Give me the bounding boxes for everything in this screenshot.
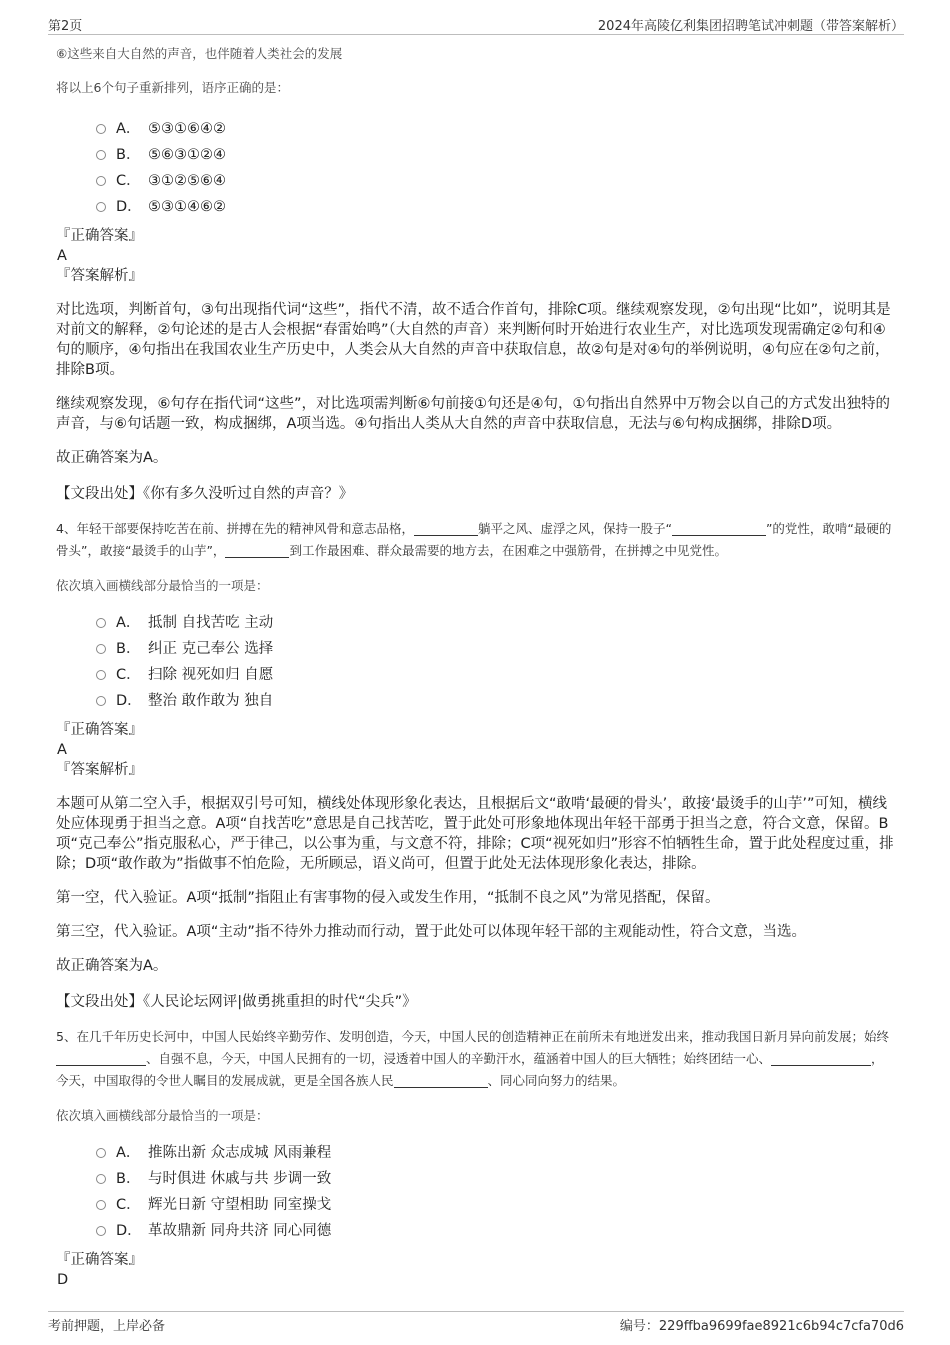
radio-icon[interactable] [96, 150, 106, 160]
q3-analysis-p2: 继续观察发现，⑥句存在指代词“这些”，对比选项需判断⑥句前接①句还是④句，①句指出自然界中万物会以自己的方式发出独特的声音，与⑥句话题一致，构成捆绑，A项当选。④句指出人类从大自然的声音中获取信息，无法与⑥句构成捆绑，排除D项。 [56, 396, 891, 432]
q4-answer: A [57, 742, 67, 758]
q4-prompt: 依次填入画横线部分最恰当的一项是： [56, 578, 269, 593]
q5-blank-2 [771, 1051, 871, 1066]
radio-icon[interactable] [96, 176, 106, 186]
q3-analysis-label: 『答案解析』 [56, 268, 143, 284]
q5-answer: D [57, 1272, 69, 1288]
radio-icon[interactable] [96, 202, 106, 212]
q4-option-d[interactable]: D． 整治 敢作敢为 独自 [96, 688, 894, 714]
q3-options [96, 116, 894, 220]
q4-options [96, 610, 894, 714]
q3-conclusion: 故正确答案为A。 [56, 450, 168, 466]
page-footer [48, 1311, 904, 1336]
q4-source: 【文段出处】《人民论坛网评|做勇挑重担的时代“尖兵”》 [56, 994, 417, 1010]
radio-icon[interactable] [96, 1148, 106, 1158]
q5-stem: 5、在几千年历史长河中，中国人民始终辛勤劳作、发明创造，今天，中国人民的创造精神正在前所未有地迸发出来，推动我国日新月异向前发展；始终、自强不息，今天，中国人民拥有的一切，浸透着中国人的辛勤汗水，蕴涵着中国人的巨大牺牲；始终团结一心、 ，今天，中国取得的令世人瞩目的发展成就，更是全国各族人民 、同心同向努力的结果。 [56, 1029, 889, 1088]
q5-option-a[interactable]: A． 推陈出新 众志成城 风雨兼程 [96, 1140, 894, 1166]
q4-analysis-p2: 第一空，代入验证。A项“抵制”指阻止有害事物的侵入或发生作用，“抵制不良之风”为常见搭配，保留。 [56, 890, 720, 906]
q3-option-b[interactable]: B． ⑤⑥③①②④ [96, 142, 894, 168]
page-number: 第2页 [48, 19, 83, 34]
page-content [56, 44, 894, 1290]
q3-option-a[interactable]: A． ⑤③①⑥④② [96, 116, 894, 142]
footer-slogan: 考前押题，上岸必备 [48, 1319, 166, 1334]
q3-analysis-p1: 对比选项，判断首句，③句出现指代词“这些”，指代不清，故不适合作首句，排除C项。继续观察发现，②句出现“比如”，说明其是对前文的解释，②句论述的是古人会根据“春雷始鸣”（大自然的声音）来判断何时开始进行农业生产，对比选项发现需确定②句和④句的顺序，④句指出在我国农业生产历史中，人类会从大自然的声音中获取信息，故②句是对④句的举例说明，④句应在②句之前，排除B项。 [56, 302, 891, 378]
q3-sentence-6: ⑥这些来自大自然的声音，也伴随着人类社会的发展 [56, 46, 343, 61]
q5-options [96, 1140, 894, 1244]
q4-option-c[interactable]: C． 扫除 视死如归 自愿 [96, 662, 894, 688]
q3-option-c[interactable]: C． ③①②⑤⑥④ [96, 168, 894, 194]
q4-analysis-label: 『答案解析』 [56, 762, 143, 778]
q3-prompt: 将以上6个句子重新排列，语序正确的是： [56, 80, 289, 95]
q4-analysis-p3: 第三空，代入验证。A项“主动”指不待外力推动而行动，置于此处可以体现年轻干部的主观能动性，符合文意，当选。 [56, 924, 806, 940]
q5-blank-1 [56, 1051, 146, 1066]
radio-icon[interactable] [96, 1174, 106, 1184]
q4-analysis-p1: 本题可从第二空入手，根据双引号可知，横线处体现形象化表达，且根据后文“敢啃‘最硬的骨头’，敢接‘最烫手的山芋’”可知，横线处应体现勇于担当之意。A项“自找苦吃”意思是自己找苦吃，置于此处可形象地体现出年轻干部勇于担当之意，符合文意，保留。B项“克己奉公”指克服私心，严于律己，以公事为重，与文意不符，排除；C项“视死如归”形容不怕牺牲生命，置于此处程度过重，排除；D项“敢作敢为”指做事不怕危险，无所顾忌，语义尚可，但置于此处无法体现形象化表达，排除。 [56, 796, 894, 872]
q5-option-c[interactable]: C． 辉光日新 守望相助 同室操戈 [96, 1192, 894, 1218]
radio-icon[interactable] [96, 1200, 106, 1210]
page-header [48, 12, 904, 35]
q5-option-b[interactable]: B． 与时俱进 休戚与共 步调一致 [96, 1166, 894, 1192]
q5-option-d[interactable]: D． 革故鼎新 同舟共济 同心同德 [96, 1218, 894, 1244]
radio-icon[interactable] [96, 670, 106, 680]
q3-source: 【文段出处】《你有多久没听过自然的声音？》 [56, 486, 354, 502]
radio-icon[interactable] [96, 644, 106, 654]
footer-doc-id: 编号：229ffba9699fae8921c6b94c7cfa70d6 [619, 1319, 904, 1334]
q5-blank-3 [394, 1073, 488, 1088]
document-title: 2024年高陵亿利集团招聘笔试冲刺题（带答案解析） [597, 19, 904, 34]
q4-stem: 4、年轻干部要保持吃苦在前、拼搏在先的精神风骨和意志品格， 躺平之风、虚浮之风，保持一股子“ ”的党性，敢啃“最硬的骨头”，敢接“最烫手的山芋”， 到工作最困难、群众最需要的地方去，在困难之中强筋骨，在拼搏之中见党性。 [56, 521, 892, 558]
q5-prompt: 依次填入画横线部分最恰当的一项是： [56, 1108, 269, 1123]
q4-blank-1 [414, 521, 478, 536]
q3-answer: A [57, 248, 67, 264]
q4-option-a[interactable]: A． 抵制 自找苦吃 主动 [96, 610, 894, 636]
q5-answer-label: 『正确答案』 [56, 1252, 143, 1268]
q4-conclusion: 故正确答案为A。 [56, 958, 168, 974]
q3-option-d[interactable]: D． ⑤③①④⑥② [96, 194, 894, 220]
q4-option-b[interactable]: B． 纠正 克己奉公 选择 [96, 636, 894, 662]
radio-icon[interactable] [96, 1226, 106, 1236]
radio-icon[interactable] [96, 124, 106, 134]
q4-answer-label: 『正确答案』 [56, 722, 143, 738]
q4-blank-3 [225, 543, 289, 558]
q3-answer-label: 『正确答案』 [56, 228, 143, 244]
q4-blank-2 [672, 521, 766, 536]
radio-icon[interactable] [96, 696, 106, 706]
radio-icon[interactable] [96, 618, 106, 628]
